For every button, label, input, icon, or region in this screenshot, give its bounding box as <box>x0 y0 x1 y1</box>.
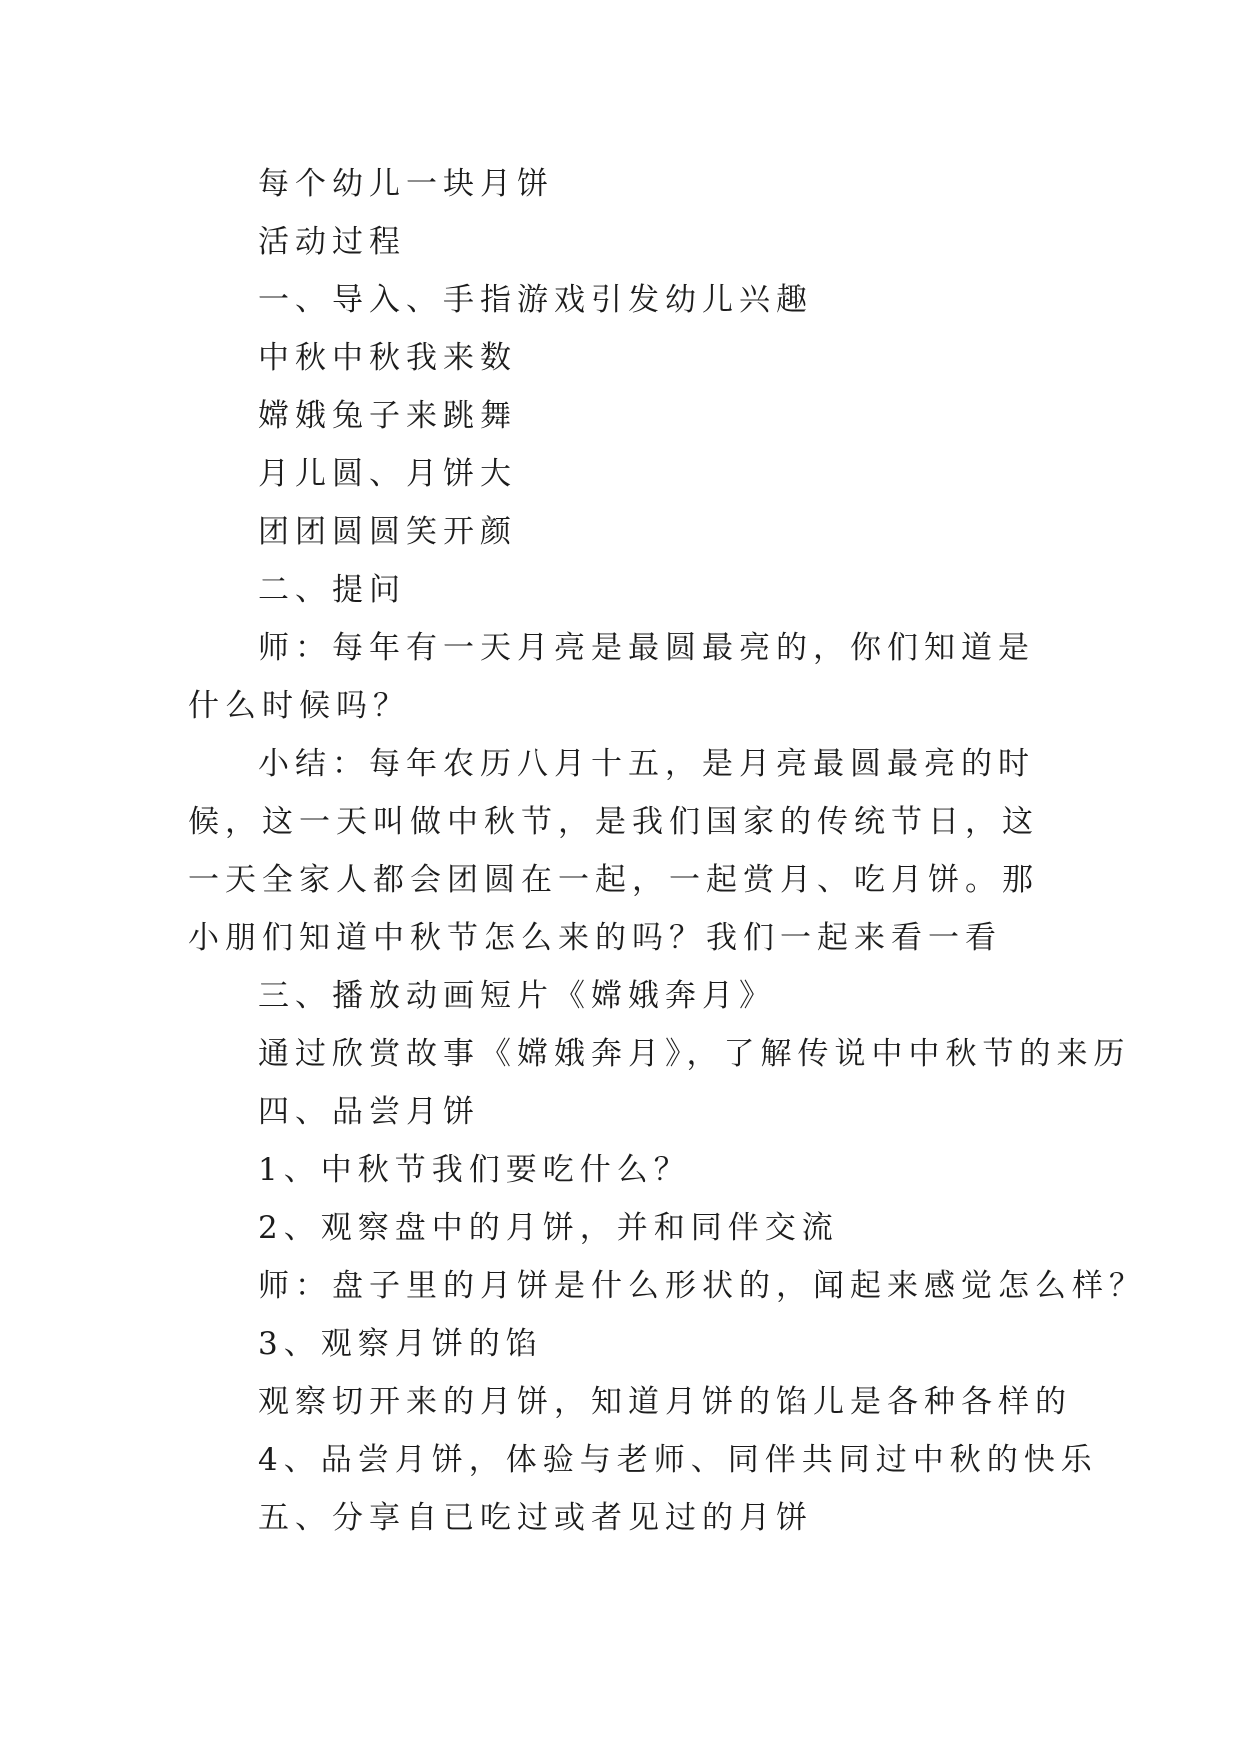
step-1: 1、中秋节我们要吃什么？ <box>258 1152 691 1188</box>
step-2: 2、观察盘中的月饼，并和同伴交流 <box>258 1210 839 1246</box>
paragraph-observe-filling: 观察切开来的月饼，知道月饼的馅儿是各种各样的 <box>258 1384 1072 1420</box>
rhyme-line-4: 团团圆圆笑开颜 <box>258 514 517 550</box>
heading-section-1: 一、导入、手指游戏引发幼儿兴趣 <box>258 282 813 318</box>
heading-section-4: 四、品尝月饼 <box>258 1094 480 1130</box>
heading-activity-process: 活动过程 <box>258 224 406 260</box>
rhyme-line-1: 中秋中秋我来数 <box>258 340 517 376</box>
paragraph-materials: 每个幼儿一块月饼 <box>258 166 554 202</box>
document-body <box>188 155 1146 1547</box>
rhyme-line-3: 月儿圆、月饼大 <box>258 456 517 492</box>
rhyme-line-2: 嫦娥兔子来跳舞 <box>258 398 517 434</box>
paragraph-teacher-question: 师：每年有一天月亮是最圆最亮的，你们知道是什么时候吗？ <box>188 630 1035 724</box>
heading-section-2: 二、提问 <box>258 572 406 608</box>
paragraph-story: 通过欣赏故事《嫦娥奔月》，了解传说中中秋节的来历 <box>258 1036 1131 1072</box>
paragraph-teacher-shape-question: 师：盘子里的月饼是什么形状的，闻起来感觉怎么样？ <box>258 1268 1146 1304</box>
step-4: 4、品尝月饼，体验与老师、同伴共同过中秋的快乐 <box>258 1442 1098 1478</box>
paragraph-summary: 小结：每年农历八月十五，是月亮最圆最亮的时候，这一天叫做中秋节，是我们国家的传统节日，这一天全家人都会团圆在一起，一起赏月、吃月饼。那小朋们知道中秋节怎么来的吗？我们一起来看一看 <box>188 746 1039 956</box>
step-3: 3、观察月饼的馅 <box>258 1326 543 1362</box>
heading-section-3: 三、播放动画短片《嫦娥奔月》 <box>258 978 776 1014</box>
heading-section-5: 五、分享自已吃过或者见过的月饼 <box>258 1500 813 1536</box>
